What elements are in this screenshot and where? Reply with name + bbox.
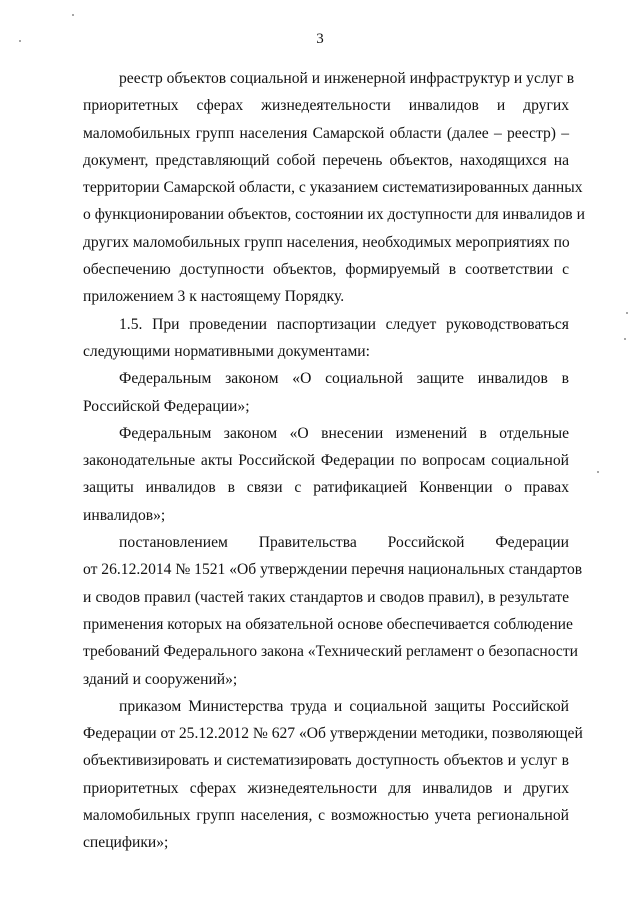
text-line: 1.5. При проведении паспортизации следует руководствоваться	[119, 315, 569, 333]
scan-speck	[624, 338, 626, 340]
text-line: Российской Федерации»;	[83, 397, 250, 415]
text-line: специфики»;	[83, 834, 169, 852]
text-line: территории Самарской области, с указанием систематизированных данных	[83, 179, 583, 197]
text-line: маломобильных групп населения, с возможностью учета региональной	[83, 807, 569, 825]
scan-speck	[72, 14, 74, 16]
text-line: требований Федерального закона «Технический регламент о безопасности	[83, 643, 579, 661]
text-line: законодательные акты Российской Федерации по вопросам социальной	[83, 452, 569, 470]
text-line: реестр объектов социальной и инженерной инфраструктур и услуг в	[119, 70, 575, 87]
text-line: зданий и сооружений»;	[83, 670, 238, 688]
text-line: следующими нормативными документами:	[83, 342, 370, 360]
page-number: 3	[316, 31, 324, 47]
text-line: приоритетных сферах жизнедеятельности инвалидов и других	[83, 97, 569, 115]
text-line: о функционировании объектов, состоянии их доступности для инвалидов и	[83, 206, 585, 224]
text-line: других маломобильных групп населения, необходимых мероприятиях по	[83, 233, 570, 251]
text-line: приложением 3 к настоящему Порядку.	[83, 288, 345, 306]
scan-speck	[19, 40, 21, 42]
text-line: маломобильных групп населения Самарской области (далее – реестр) –	[83, 124, 569, 142]
text-line: защиты инвалидов в связи с ратификацией Конвенции о правах	[83, 479, 569, 497]
document-body	[83, 65, 585, 857]
scan-speck	[597, 471, 599, 473]
text-line: приказом Министерства труда и социальной защиты Российской	[119, 697, 569, 715]
text-line: документ, представляющий собой перечень объектов, находящихся на	[83, 151, 569, 169]
text-line: инвалидов»;	[83, 506, 166, 524]
scan-speck	[626, 312, 628, 314]
text-line: Федерации от 25.12.2012 № 627 «Об утверждении методики, позволяющей	[83, 725, 583, 743]
text-line: Федеральным законом «О социальной защите инвалидов в	[119, 370, 569, 388]
text-line: объективизировать и систематизировать доступность объектов и услуг в	[83, 752, 569, 770]
text-line: постановлением Правительства Российской Федерации	[119, 534, 569, 552]
text-line: и сводов правил (частей таких стандартов и сводов правил), в результате	[83, 588, 569, 606]
text-line: Федеральным законом «О внесении изменений в отдельные	[119, 424, 569, 442]
text-line: применения которых на обязательной основе обеспечивается соблюдение	[83, 615, 573, 633]
text-line: обеспечению доступности объектов, формируемый в соответствии с	[83, 261, 569, 279]
text-line: приоритетных сферах жизнедеятельности для инвалидов и других	[83, 779, 569, 797]
text-line: от 26.12.2014 № 1521 «Об утверждении перечня национальных стандартов	[83, 561, 583, 579]
